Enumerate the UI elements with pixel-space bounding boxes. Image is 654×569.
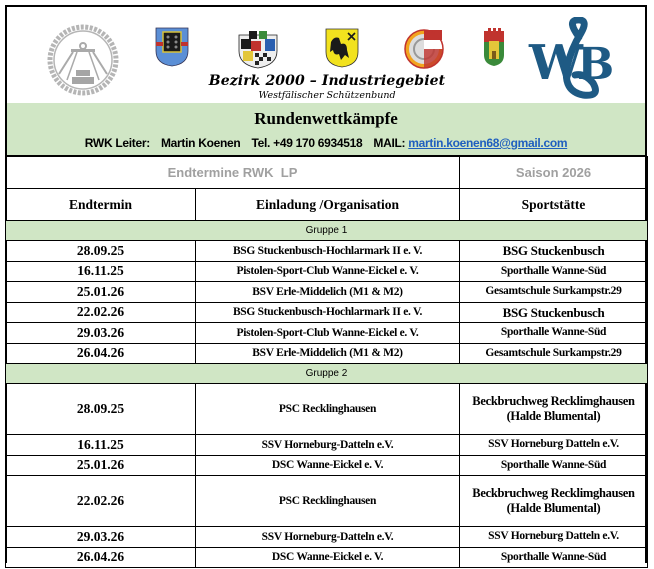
herne-crest-icon	[325, 28, 359, 68]
venue-cell: Gesamtschule Surkampstr.29	[460, 343, 648, 364]
table-row	[6, 241, 648, 262]
table-row	[6, 282, 648, 303]
organisation-cell: SSV Horneburg-Datteln e.V.	[196, 435, 460, 456]
organisation-cell: Pistolen-Sport-Club Wanne-Eickel e. V.	[196, 323, 460, 344]
table-row	[6, 435, 648, 456]
date-cell: 26.04.26	[6, 343, 196, 364]
email-link[interactable]: martin.koenen68@gmail.com	[408, 136, 568, 150]
table-row	[6, 261, 648, 282]
title-band	[7, 103, 645, 156]
organisation-cell: PSC Recklinghausen	[196, 476, 460, 527]
svg-text:B: B	[577, 39, 615, 90]
column-header-organisation: Einladung /Organisation	[196, 189, 460, 221]
venue-cell: Gesamtschule Surkampstr.29	[460, 282, 648, 303]
organisation-cell: BSV Erle-Middelich (M1 & M2)	[196, 282, 460, 303]
organisation-cell: DSC Wanne-Eickel e. V.	[196, 455, 460, 476]
table-row	[6, 527, 648, 548]
group-label: Gruppe 1	[6, 221, 648, 241]
district-title: Bezirk 2000 – Industriegebiet	[208, 73, 446, 89]
bochum-crest-icon	[155, 27, 189, 67]
venue-cell: BSG Stuckenbusch	[460, 241, 648, 262]
venue-cell: BSG Stuckenbusch	[460, 302, 648, 323]
svg-text:W: W	[529, 35, 583, 91]
organisation-cell: BSG Stuckenbusch-Hochlarmark II e. V.	[196, 302, 460, 323]
date-cell: 25.01.26	[6, 455, 196, 476]
table-row	[6, 343, 648, 364]
venue-cell: Beckbruchweg Recklimghausen (Halde Blumental)	[460, 476, 648, 527]
column-header-venue: Sportstätte	[460, 189, 648, 221]
contact-line	[7, 136, 645, 150]
table-title-row	[6, 157, 648, 189]
mail-label: MAIL:	[373, 136, 406, 150]
organisation-cell: PSC Recklinghausen	[196, 384, 460, 435]
date-cell: 29.03.26	[6, 323, 196, 344]
wsb-logo-icon	[527, 17, 621, 101]
organisation-cell: BSV Erle-Middelich (M1 & M2)	[196, 343, 460, 364]
target-emblem-icon	[402, 27, 446, 69]
logo-header	[7, 7, 645, 103]
date-cell: 22.02.26	[6, 302, 196, 323]
organisation-cell: BSG Stuckenbusch-Hochlarmark II e. V.	[196, 241, 460, 262]
kreis-crest-icon	[235, 29, 281, 69]
season-label: Saison 2026	[460, 157, 648, 189]
table-title: Endtermine RWK LP	[6, 157, 460, 189]
castle-crest-icon	[483, 27, 505, 67]
leader-label: RWK Leiter:	[84, 136, 150, 150]
table-row	[6, 302, 648, 323]
venue-cell: Sporthalle Wanne-Süd	[460, 455, 648, 476]
tel-number: +49 170 6934518	[273, 136, 363, 150]
column-header-row	[6, 189, 648, 221]
schedule-table	[5, 156, 648, 568]
group-row-2	[6, 364, 648, 384]
date-cell: 25.01.26	[6, 282, 196, 303]
column-header-date: Endtermin	[6, 189, 196, 221]
date-cell: 28.09.25	[6, 241, 196, 262]
document-page	[5, 5, 647, 563]
table-row	[6, 476, 648, 527]
date-cell: 16.11.25	[6, 261, 196, 282]
date-cell: 22.02.26	[6, 476, 196, 527]
date-cell: 29.03.26	[6, 527, 196, 548]
venue-cell: Beckbruchweg Recklimghausen (Halde Blumental)	[460, 384, 648, 435]
organisation-cell: SSV Horneburg-Datteln e.V.	[196, 527, 460, 548]
organisation-cell: Pistolen-Sport-Club Wanne-Eickel e. V.	[196, 261, 460, 282]
venue-cell: Sporthalle Wanne-Süd	[460, 547, 648, 568]
pithead-emblem-icon	[45, 22, 121, 98]
date-cell: 26.04.26	[6, 547, 196, 568]
date-cell: 28.09.25	[6, 384, 196, 435]
table-row	[6, 547, 648, 568]
district-subtitle: Westfälischer Schützenbund	[258, 90, 396, 101]
table-row	[6, 323, 648, 344]
group-row-1	[6, 221, 648, 241]
leader-name: Martin Koenen	[160, 136, 241, 150]
page-title: Rundenwettkämpfe	[254, 109, 398, 128]
group-label: Gruppe 2	[6, 364, 648, 384]
venue-cell: SSV Horneburg Datteln e.V.	[460, 527, 648, 548]
table-row	[6, 384, 648, 435]
date-cell: 16.11.25	[6, 435, 196, 456]
tel-label: Tel.	[251, 136, 271, 150]
venue-cell: Sporthalle Wanne-Süd	[460, 323, 648, 344]
venue-cell: Sporthalle Wanne-Süd	[460, 261, 648, 282]
organisation-cell: DSC Wanne-Eickel e. V.	[196, 547, 460, 568]
venue-cell: SSV Horneburg Datteln e.V.	[460, 435, 648, 456]
table-row	[6, 455, 648, 476]
